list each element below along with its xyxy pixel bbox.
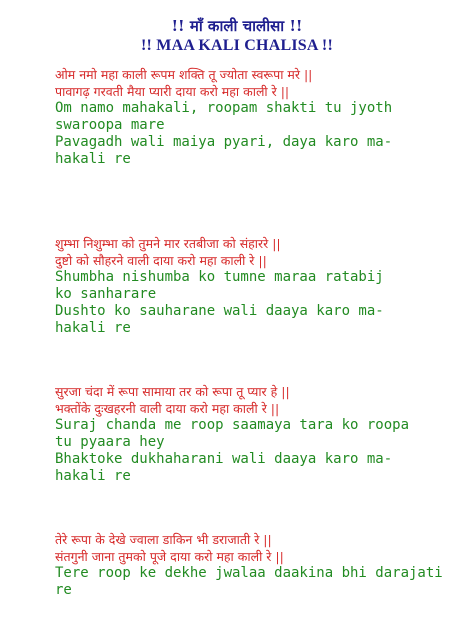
verse-4-english-line-2: re xyxy=(55,582,72,598)
verse-1-hindi-line-1: ओम नमो महा काली रूपम शक्ति तू ज्योता स्वरूपा मरे || xyxy=(55,67,313,82)
verse-4-hindi-line-1: तेरे रूपा के देखे ज्वाला डाकिन भी डराजाती रे || xyxy=(55,532,272,547)
verse-2-hindi-line-2: दुष्टो को सौहरने वाली दाया करो महा काली रे || xyxy=(55,253,267,268)
verse-4-hindi-line-2: संतगुनी जाना तुमको पूजे दाया करो महा काली रे || xyxy=(55,549,284,564)
verse-1-english-line-1: Om namo mahakali, roopam shakti tu jyoth xyxy=(55,100,393,116)
verse-2-english-line-3: Dushto ko sauharane wali daaya karo ma- xyxy=(55,303,384,319)
verse-2-english-line-4: hakali re xyxy=(55,320,131,336)
verse-3-english-line-3: Bhaktoke dukhaharani wali daaya karo ma- xyxy=(55,451,393,467)
verse-1-english-line-3: Pavagadh wali maiya pyari, daya karo ma- xyxy=(55,134,393,150)
title-english: !! MAA KALI CHALISA !! xyxy=(141,37,333,54)
verse-1-english-line-2: swaroopa mare xyxy=(55,117,165,133)
verse-2 xyxy=(55,235,425,337)
verse-4 xyxy=(55,531,443,599)
verse-3 xyxy=(55,383,425,485)
verse-3-english-line-2: tu pyaara hey xyxy=(55,434,165,450)
title-block xyxy=(0,16,474,56)
verse-3-english-line-1: Suraj chanda me roop saamaya tara ko roopa xyxy=(55,417,410,433)
title-hindi: !! माँ काली चालीसा !! xyxy=(171,17,303,35)
verse-2-hindi-line-1: शुम्भा निशुम्भा को तुमने मार रतबीजा को संहाररे || xyxy=(55,236,281,251)
verse-2-english-line-1: Shumbha nishumba ko tumne maraa ratabij xyxy=(55,269,384,285)
verse-3-hindi-line-2: भक्तोंके दुःखहरनी वाली दाया करो महा काली रे || xyxy=(55,401,280,416)
verse-3-hindi-line-1: सुरजा चंदा में रूपा सामाया तर को रूपा तू प्यार हे || xyxy=(55,384,290,399)
verse-3-english-line-4: hakali re xyxy=(55,468,131,484)
verse-1 xyxy=(55,66,425,168)
verse-1-english-line-4: hakali re xyxy=(55,151,131,167)
verse-4-english-line-1: Tere roop ke dekhe jwalaa daakina bhi darajati xyxy=(55,565,443,581)
verse-1-hindi-line-2: पावागढ़ गरवती मैया प्यारी दाया करो महा काली रे || xyxy=(55,84,290,99)
verse-2-english-line-2: ko sanharare xyxy=(55,286,157,302)
